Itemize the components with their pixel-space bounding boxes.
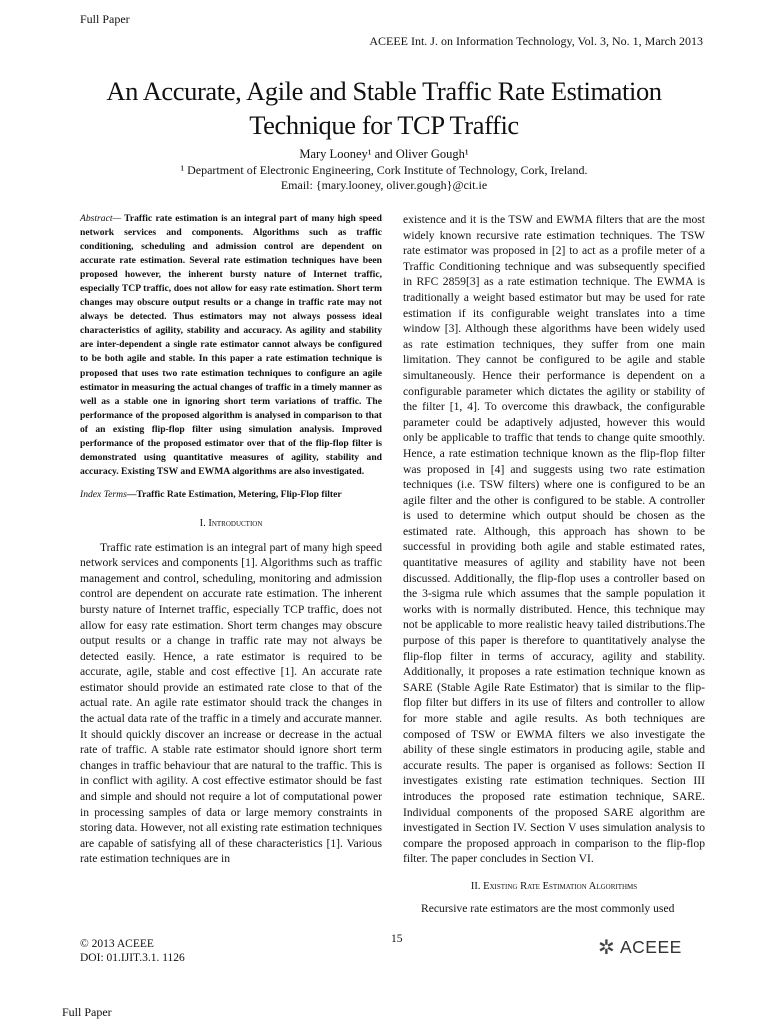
affiliation: ¹ Department of Electronic Engineering, Cork Institute of Technology, Cork, Ireland. xyxy=(180,163,588,177)
index-terms-text: —Traffic Rate Estimation, Metering, Flip-Flop filter xyxy=(126,488,342,500)
title-line-1: An Accurate, Agile and Stable Traffic Rate Estimation xyxy=(106,76,662,106)
left-column xyxy=(80,212,382,867)
index-terms xyxy=(80,488,382,502)
email: Email: {mary.looney, oliver.gough}@cit.ie xyxy=(280,178,488,192)
abstract-text: Traffic rate estimation is an integral part of many high speed network services and components. Algorithms such as traffic conditioning, scheduling and admission control are dependent on accurate rate estimation. Several rate estimation techniques have been proposed however, the inherent bursty nature of Internet traffic, especially TCP traffic, does not allow for easy rate estimation. Short term changes may obscure output results or a change in traffic rate may not always be detected. Thus estimators may not always possess ideal characteristics of agility, stability and accuracy. As agility and stability are inter-dependent a single rate estimator cannot always be configured to be both agile and stable. In this paper a rate estimation technique is proposed that uses two rate estimation techniques to configure an agile estimator in measuring the actual changes of traffic in a timely manner as well as a stable one in ignoring short term variations of traffic. The performance of the proposed algorithm is analysed in comparison to that of an existing flip-flop filter using simulation analysis. Improved performance of the proposed estimator over that of the flip-flop filter is demonstrated using quantitative measures of agility, stability and accuracy. Existing TSW and EWMA algorithms are also investigated. xyxy=(80,213,382,477)
title-line-2: Technique for TCP Traffic xyxy=(249,110,519,140)
right-column xyxy=(403,212,705,916)
authors: Mary Looney¹ and Oliver Gough¹ xyxy=(299,147,469,161)
logo-text: ACEEE xyxy=(620,937,682,957)
page-number: 15 xyxy=(391,933,403,945)
aceee-logo xyxy=(598,937,710,957)
section-heading-introduction: I. Introduction xyxy=(199,517,263,529)
index-terms-label: Index Terms xyxy=(80,488,127,500)
right-column-paragraph: existence and it is the TSW and EWMA filters that are the most widely known recursive rate estimation techniques. The TSW rate estimator was proposed in [2] to act as a profile meter of a Traffic Conditioning technique and was subsequently specified in RFC 2859[3] as a rate estimation technique. The EWMA is traditionally a weight based estimator but may be used for rate estimation if its configurable weight translates into a time window [3]. Although these algorithms have been widely used as rate estimation techniques, they suffer from one main limitation. They cannot be configured to be agile and stable simultaneously. Hence their performance is dependent on a configurable parameter which dictates the agility or stability of the filter [1, 4]. To overcome this drawback, the configurable parameter could be adaptively adjusted, however this would only be applicable to traffic that tends to change quite smoothly. Hence, a rate estimation technique known as the flip-flop filter was proposed in [4] and suggests using two rate estimation techniques (i.e. TSW filters) where one is configured to be an agile filter and the other is configured to be stable. A controller is used to determine which output should be chosen as the estimated rate. Although, this approach has shown to be successful in providing both agile and stable estimated rates, quantitative measures of agility and stability have not been discussed. Additionally, the flip-flop uses a controller based on the 3-sigma rule which assumes that the sample population it works with is normally distributed. Hence, this technique may not be applicable to more realistic heavy tailed distributions.The purpose of this paper is therefore to quantitatively analyse the flip-flop filter in terms of accuracy, agility and stability. Additionally, it proposes a rate estimation technique known as SARE (Stable Agile Rate Estimator) that is similar to the flip-flop filter but differs in its use of filters and controller to allow for more stable and agile results. As both techniques are composed of TSW or EWMA filters we also investigate the ability of these single estimators in producing agile, stable and accurate results. The paper is organised as follows: Section II investigates existing rate estimation techniques. Section III introduces the proposed rate estimation technique, SARE. Individual components of the proposed SARE algorithm are investigated in Section IV. Section V uses simulation analysis to compare the proposed approach in comparison to the flip-flop filter. The paper concludes in Section VI. xyxy=(403,213,705,866)
star-icon: ✲ xyxy=(598,937,615,959)
section-heading-existing-algorithms: II. Existing Rate Estimation Algorithms xyxy=(470,880,638,892)
introduction-paragraph: Traffic rate estimation is an integral part of many high speed network services and components [1]. Algorithms such as traffic management and control, scheduling, monitoring and admission control are dependent on accurate rate estimation. The inherent bursty nature of Internet traffic, especially TCP traffic, does not allow for easy rate estimation. Short term changes may obscure output results or a change in traffic rate may not always be detected easily. Hence, a rate estimator is required to be accurate, agile, stable and cost effective [1]. An accurate rate estimator should provide an estimated rate close to that of the actual rate. An agile rate estimator should track the changes in the actual data rate of the traffic in a timely and accurate manner. It should quickly discover an increase or decrease in the actual rate of traffic. A stable rate estimator should ignore short term changes in traffic behaviour that are natural to the traffic. This is in conflict with agility. A cost effective estimator should be fast and simple and should not require a lot of computational power in processing samples of data or large memory constraints in storing data. However, not all existing rate estimation techniques are capable of satisfying all of these characteristics [1]. Various rate estimation techniques are in xyxy=(80,540,382,866)
journal-citation: ACEEE Int. J. on Information Technology, Vol. 3, No. 1, March 2013 xyxy=(369,34,703,48)
section2-paragraph: Recursive rate estimators are the most commonly used xyxy=(421,901,675,915)
bottom-label: Full Paper xyxy=(62,1005,112,1019)
abstract-label: Abstract— xyxy=(80,213,122,224)
paper-title xyxy=(40,74,728,142)
abstract xyxy=(80,212,382,479)
header-label: Full Paper xyxy=(80,12,130,26)
doi: DOI: 01.IJIT.3.1. 1126 xyxy=(80,952,185,964)
copyright: © 2013 ACEEE xyxy=(80,938,154,950)
